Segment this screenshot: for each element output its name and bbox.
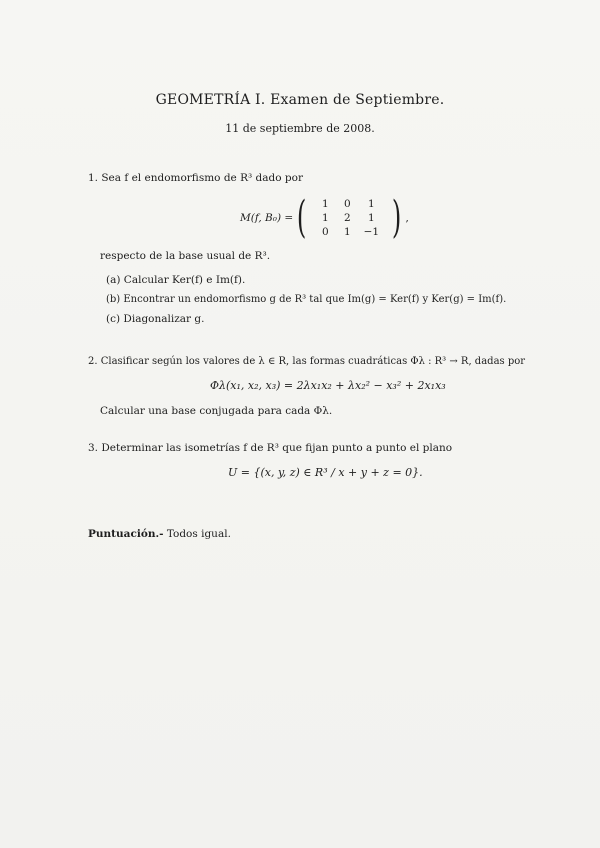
matrix-tail: , bbox=[405, 212, 409, 224]
matrix-label: M(f, B₀) = bbox=[240, 212, 294, 224]
matrix-cell: 2 bbox=[344, 212, 351, 224]
matrix-cell: 0 bbox=[322, 226, 329, 238]
scoring-label: Puntuación.- bbox=[88, 528, 164, 540]
matrix bbox=[314, 197, 384, 239]
problem-2-formula: Φλ(x₁, x₂, x₃) = 2λx₁x₂ + λx₂² − x₃² + 2x₁x₃ bbox=[210, 379, 446, 392]
matrix-cell: 1 bbox=[322, 198, 329, 210]
right-paren: ) bbox=[392, 192, 402, 243]
problem-1-basis-note: respecto de la base usual de R³. bbox=[100, 250, 271, 262]
problem-1-item-c: (c) Diagonalizar g. bbox=[106, 313, 205, 325]
matrix-cell: −1 bbox=[363, 226, 380, 238]
problem-3-formula: U = {(x, y, z) ∈ R³ / x + y + z = 0}. bbox=[228, 466, 423, 479]
problem-2-intro: 2. Clasificar según los valores de λ ∈ R, las formas cuadráticas Φλ : R³ → R, dadas por bbox=[88, 356, 526, 367]
matrix-cell: 1 bbox=[322, 212, 329, 224]
matrix-cell: 0 bbox=[344, 198, 351, 210]
matrix-cell: 1 bbox=[344, 226, 351, 238]
problem-1-item-b: (b) Encontrar un endomorfismo g de R³ tal que Im(g) = Ker(f) y Ker(g) = Im(f). bbox=[106, 294, 507, 305]
scoring-text: Todos igual. bbox=[166, 528, 231, 540]
matrix-cell: 1 bbox=[368, 198, 375, 210]
exam-title: GEOMETRÍA I. Examen de Septiembre. bbox=[155, 92, 445, 108]
problem-1-matrix-block bbox=[240, 194, 409, 242]
left-paren: ( bbox=[297, 192, 307, 243]
matrix-cell: 1 bbox=[368, 212, 375, 224]
exam-date: 11 de septiembre de 2008. bbox=[225, 122, 375, 135]
problem-3-intro: 3. Determinar las isometrías f de R³ que fijan punto a punto el plano bbox=[88, 442, 453, 454]
problem-1-intro: 1. Sea f el endomorfismo de R³ dado por bbox=[88, 172, 303, 184]
problem-2-task: Calcular una base conjugada para cada Φλ. bbox=[100, 405, 333, 417]
problem-1-item-a: (a) Calcular Ker(f) e Im(f). bbox=[106, 274, 246, 286]
scoring-line bbox=[88, 528, 231, 540]
